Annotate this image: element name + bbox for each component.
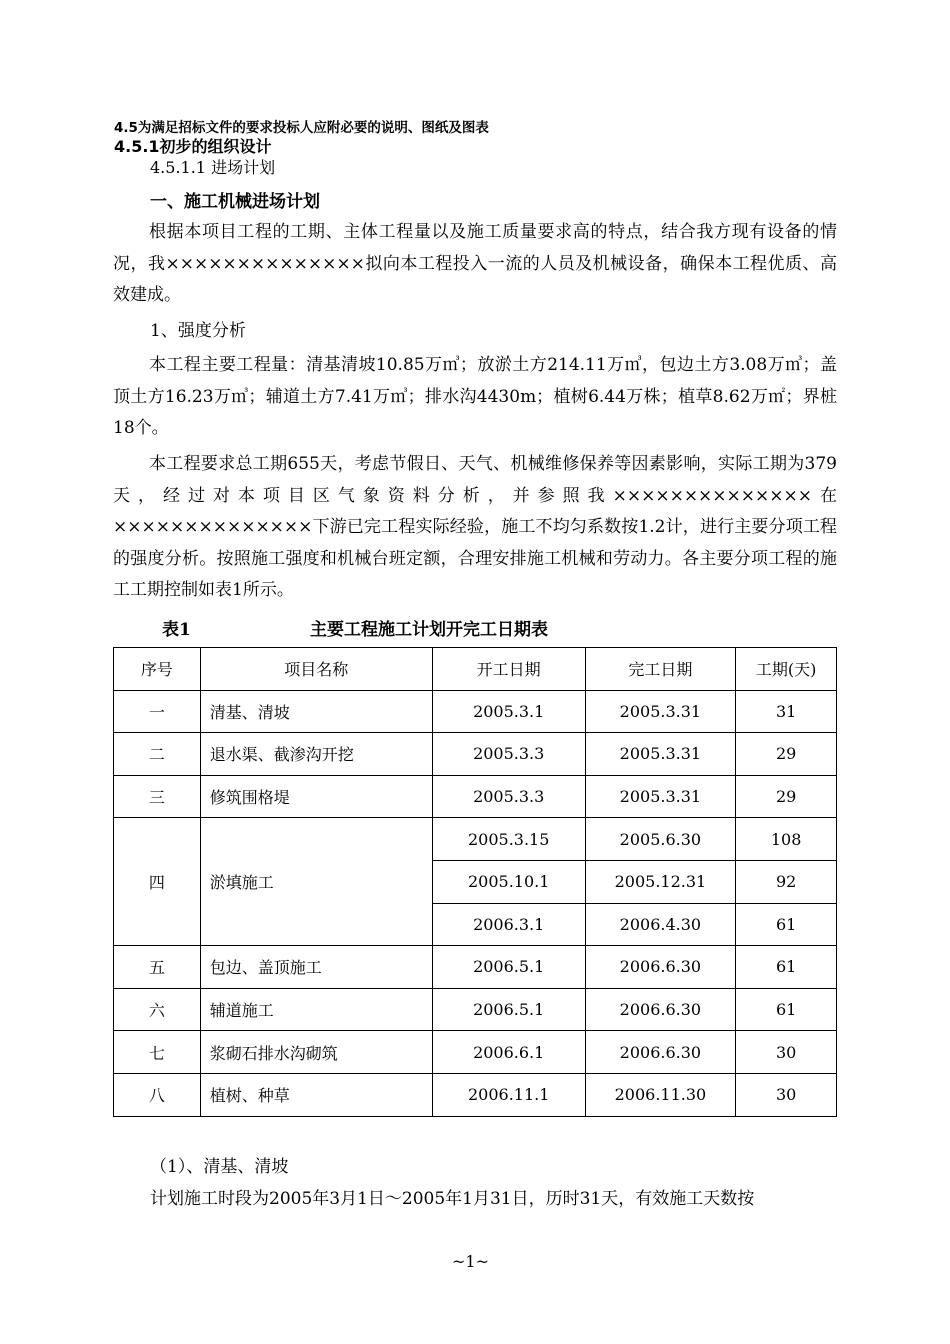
item-heading-intensity: 1、强度分析 [150, 321, 246, 341]
cell-end: 2006.11.30 [585, 1073, 736, 1116]
cell-end: 2005.3.31 [585, 733, 736, 776]
intro-paragraph: 根据本项目工程的工期、主体工程量以及施工质量要求高的特点，结合我方现有设备的情况，我××××××××××××××拟向本工程投入一流的人员及机械设备，确保本工程优质、高效建成。 [113, 222, 837, 305]
cell-no: 一 [114, 690, 201, 733]
cell-name: 浆砌石排水沟砌筑 [200, 1031, 432, 1074]
cell-days: 31 [736, 690, 837, 733]
schedule-paragraph: 本工程要求总工期655天，考虑节假日、天气、机械维修保养等因素影响，实际工期为379天，经过对本项目区气象资料分析，并参照我××××××××××××××在××××××××××××××下游已完工程实际经验，施工不均匀系数按1.2计，进行主要分项工程的强度分析。按照施工强度和机械台班定额，合理安排施工机械和劳动力。各主要分项工程的施工工期控制如表1所示。 [113, 454, 837, 600]
cell-end: 2006.6.30 [585, 988, 736, 1031]
part-heading: 一、施工机械进场计划 [150, 192, 320, 212]
cell-name: 清基、清坡 [200, 690, 432, 733]
cell-end: 2006.4.30 [585, 903, 736, 946]
subitem-heading-clearing: （1）、清基、清坡 [150, 1157, 289, 1177]
page-number: ~1~ [452, 1252, 489, 1271]
cell-name: 退水渠、截渗沟开挖 [200, 733, 432, 776]
cell-end: 2005.3.31 [585, 690, 736, 733]
cell-end: 2006.6.30 [585, 946, 736, 989]
table-row [114, 946, 837, 989]
clearing-paragraph: 计划施工时段为2005年3月1日～2005年1月31日，历时31天，有效施工天数按 [150, 1189, 755, 1209]
header-start: 开工日期 [432, 648, 585, 691]
cell-name: 植树、种草 [200, 1073, 432, 1116]
cell-no: 二 [114, 733, 201, 776]
section-heading: 4.5为满足招标文件的要求投标人应附必要的说明、图纸及图表 [114, 120, 489, 136]
cell-no: 六 [114, 988, 201, 1031]
table-row [114, 818, 837, 861]
subsection-heading: 4.5.1初步的组织设计 [114, 137, 272, 156]
cell-start: 2005.3.15 [432, 818, 585, 861]
subsubsection-heading: 4.5.1.1 进场计划 [150, 158, 276, 177]
cell-no: 八 [114, 1073, 201, 1116]
cell-start: 2006.11.1 [432, 1073, 585, 1116]
cell-days: 29 [736, 733, 837, 776]
quantities-paragraph: 本工程主要工程量：清基清坡10.85万㎥；放淤土方214.11万㎥，包边土方3.08万㎥；盖顶土方16.23万㎥；辅道土方7.41万㎥；排水沟4430m；植树6.44万株；植草8.62万㎡；界桩18个。 [113, 355, 837, 438]
cell-days: 108 [736, 818, 837, 861]
cell-no: 三 [114, 775, 201, 818]
cell-end: 2005.6.30 [585, 818, 736, 861]
cell-days: 29 [736, 775, 837, 818]
table-caption-number: 表1 [162, 620, 191, 640]
cell-start: 2005.10.1 [432, 860, 585, 903]
cell-end: 2006.6.30 [585, 1031, 736, 1074]
cell-start: 2006.5.1 [432, 946, 585, 989]
cell-start: 2005.3.3 [432, 775, 585, 818]
table-row [114, 988, 837, 1031]
cell-start: 2005.3.1 [432, 690, 585, 733]
cell-end: 2005.12.31 [585, 860, 736, 903]
cell-days: 61 [736, 903, 837, 946]
cell-no: 五 [114, 946, 201, 989]
cell-days: 30 [736, 1031, 837, 1074]
cell-no: 七 [114, 1031, 201, 1074]
cell-end: 2005.3.31 [585, 775, 736, 818]
header-days: 工期(天) [736, 648, 837, 691]
cell-start: 2006.6.1 [432, 1031, 585, 1074]
table-row [114, 1031, 837, 1074]
cell-start: 2005.3.3 [432, 733, 585, 776]
cell-name: 包边、盖顶施工 [200, 946, 432, 989]
table-row [114, 690, 837, 733]
cell-days: 30 [736, 1073, 837, 1116]
cell-days: 61 [736, 988, 837, 1031]
header-name: 项目名称 [200, 648, 432, 691]
cell-start: 2006.5.1 [432, 988, 585, 1031]
header-no: 序号 [114, 648, 201, 691]
table-row [114, 1073, 837, 1116]
cell-name: 修筑围格堤 [200, 775, 432, 818]
table-header-row [114, 648, 837, 691]
cell-name: 淤填施工 [200, 818, 432, 946]
table-caption-title: 主要工程施工计划开完工日期表 [310, 620, 548, 640]
schedule-table [113, 647, 837, 1117]
cell-name: 辅道施工 [200, 988, 432, 1031]
cell-start: 2006.3.1 [432, 903, 585, 946]
table-row [114, 733, 837, 776]
cell-days: 92 [736, 860, 837, 903]
cell-no: 四 [114, 818, 201, 946]
table-row [114, 775, 837, 818]
header-end: 完工日期 [585, 648, 736, 691]
cell-days: 61 [736, 946, 837, 989]
